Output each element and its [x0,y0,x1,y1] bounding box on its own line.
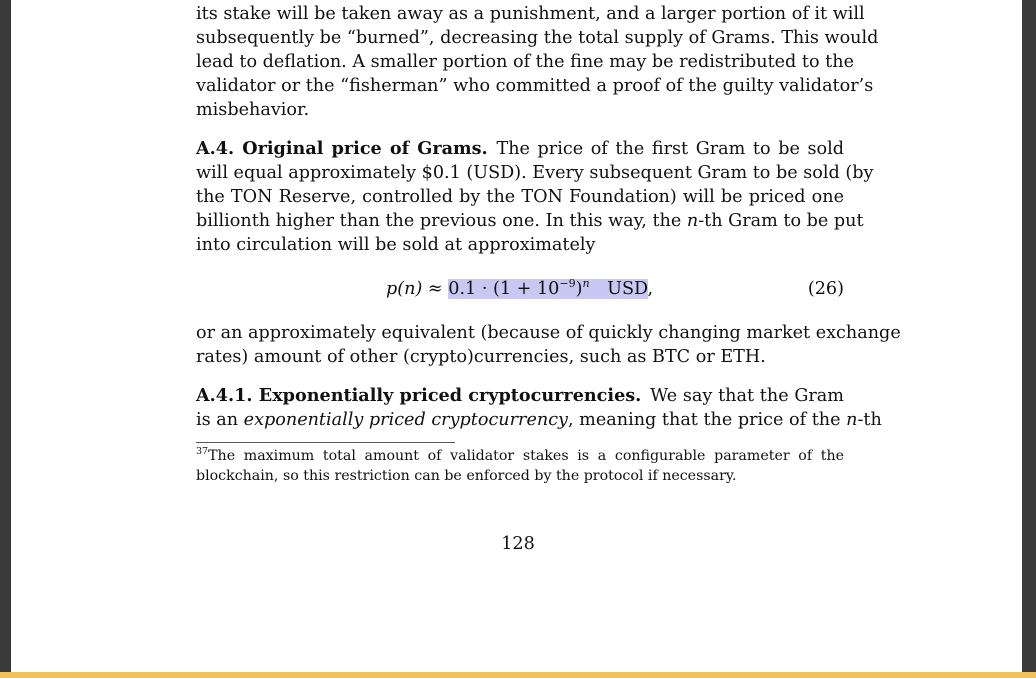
text-line: will equal approximately $0.1 (USD). Every subsequent Gram to be sold (by [196,163,874,183]
text-line: rates) amount of other (crypto)currencies, such as BTC or ETH. [196,347,766,367]
text-line: the TON Reserve, controlled by the TON Foundation) will be priced one [196,187,844,207]
section-a41 [196,384,882,432]
section-heading: A.4.1. Exponentially priced cryptocurrencies. [196,385,642,406]
text-line: subsequently be “burned”, decreasing the total supply of Grams. This would [196,28,879,48]
equation-rhs: ) [575,279,583,299]
text-run: The maximum total amount of validator stakes is a configurable parameter of the [208,448,844,464]
equation-trail: , [647,279,654,299]
text-run: -th [857,410,882,430]
equation-lhs: p(n) ≈ [386,279,449,299]
viewer-right-gutter [1022,0,1036,672]
equation-unit: USD [607,279,648,299]
text-run: is an [196,410,239,430]
equation-exponent: −9 [559,277,576,290]
footnote-line [196,446,844,466]
text-line [196,384,844,408]
section-heading: A.4. Original price of Grams. [196,138,488,159]
footnote [196,446,844,486]
footnote-mark: 37 [196,446,209,457]
footnote-line: blockchain, so this restriction can be enforced by the protocol if necessary. [196,468,737,484]
equation-rhs: 0.1 · (1 + 10 [448,279,560,299]
text-run: -th Gram to be put [698,211,864,231]
text-line: validator or the “fisherman” who committed a proof of the guilty validator’s [196,76,874,96]
viewer-left-gutter [0,0,11,672]
viewer-bottom-bar [0,672,1036,678]
text-run: The price of the first Gram to be sold [496,139,844,159]
text-line: its stake will be taken away as a punishment, and a larger portion of it will [196,4,865,24]
text-run: , meaning that the price of the [568,410,841,430]
math-variable: n [686,211,699,231]
paragraph [196,321,901,369]
math-variable: n [846,410,858,430]
footnote-rule [196,442,455,443]
text-line [196,408,882,432]
text-line [196,209,864,233]
emphasis: exponentially priced cryptocurrency [243,410,568,430]
text-run: billionth higher than the previous one. In this way, the [196,211,682,231]
text-line: into circulation will be sold at approximately [196,235,596,255]
text-run: We say that the Gram [650,386,844,406]
text-line: lead to deflation. A smaller portion of the fine may be redistributed to the [196,52,854,72]
selected-text[interactable] [448,279,647,299]
equation-number: (26) [807,279,844,299]
page-number: 128 [501,534,535,554]
equation-exponent: n [582,277,590,290]
paragraph-continuation [196,2,879,122]
text-line: or an approximately equivalent (because of quickly changing market exchange [196,323,901,343]
text-line [196,137,844,161]
text-line: misbehavior. [196,100,310,120]
section-a4 [196,137,874,257]
equation[interactable] [386,276,653,302]
